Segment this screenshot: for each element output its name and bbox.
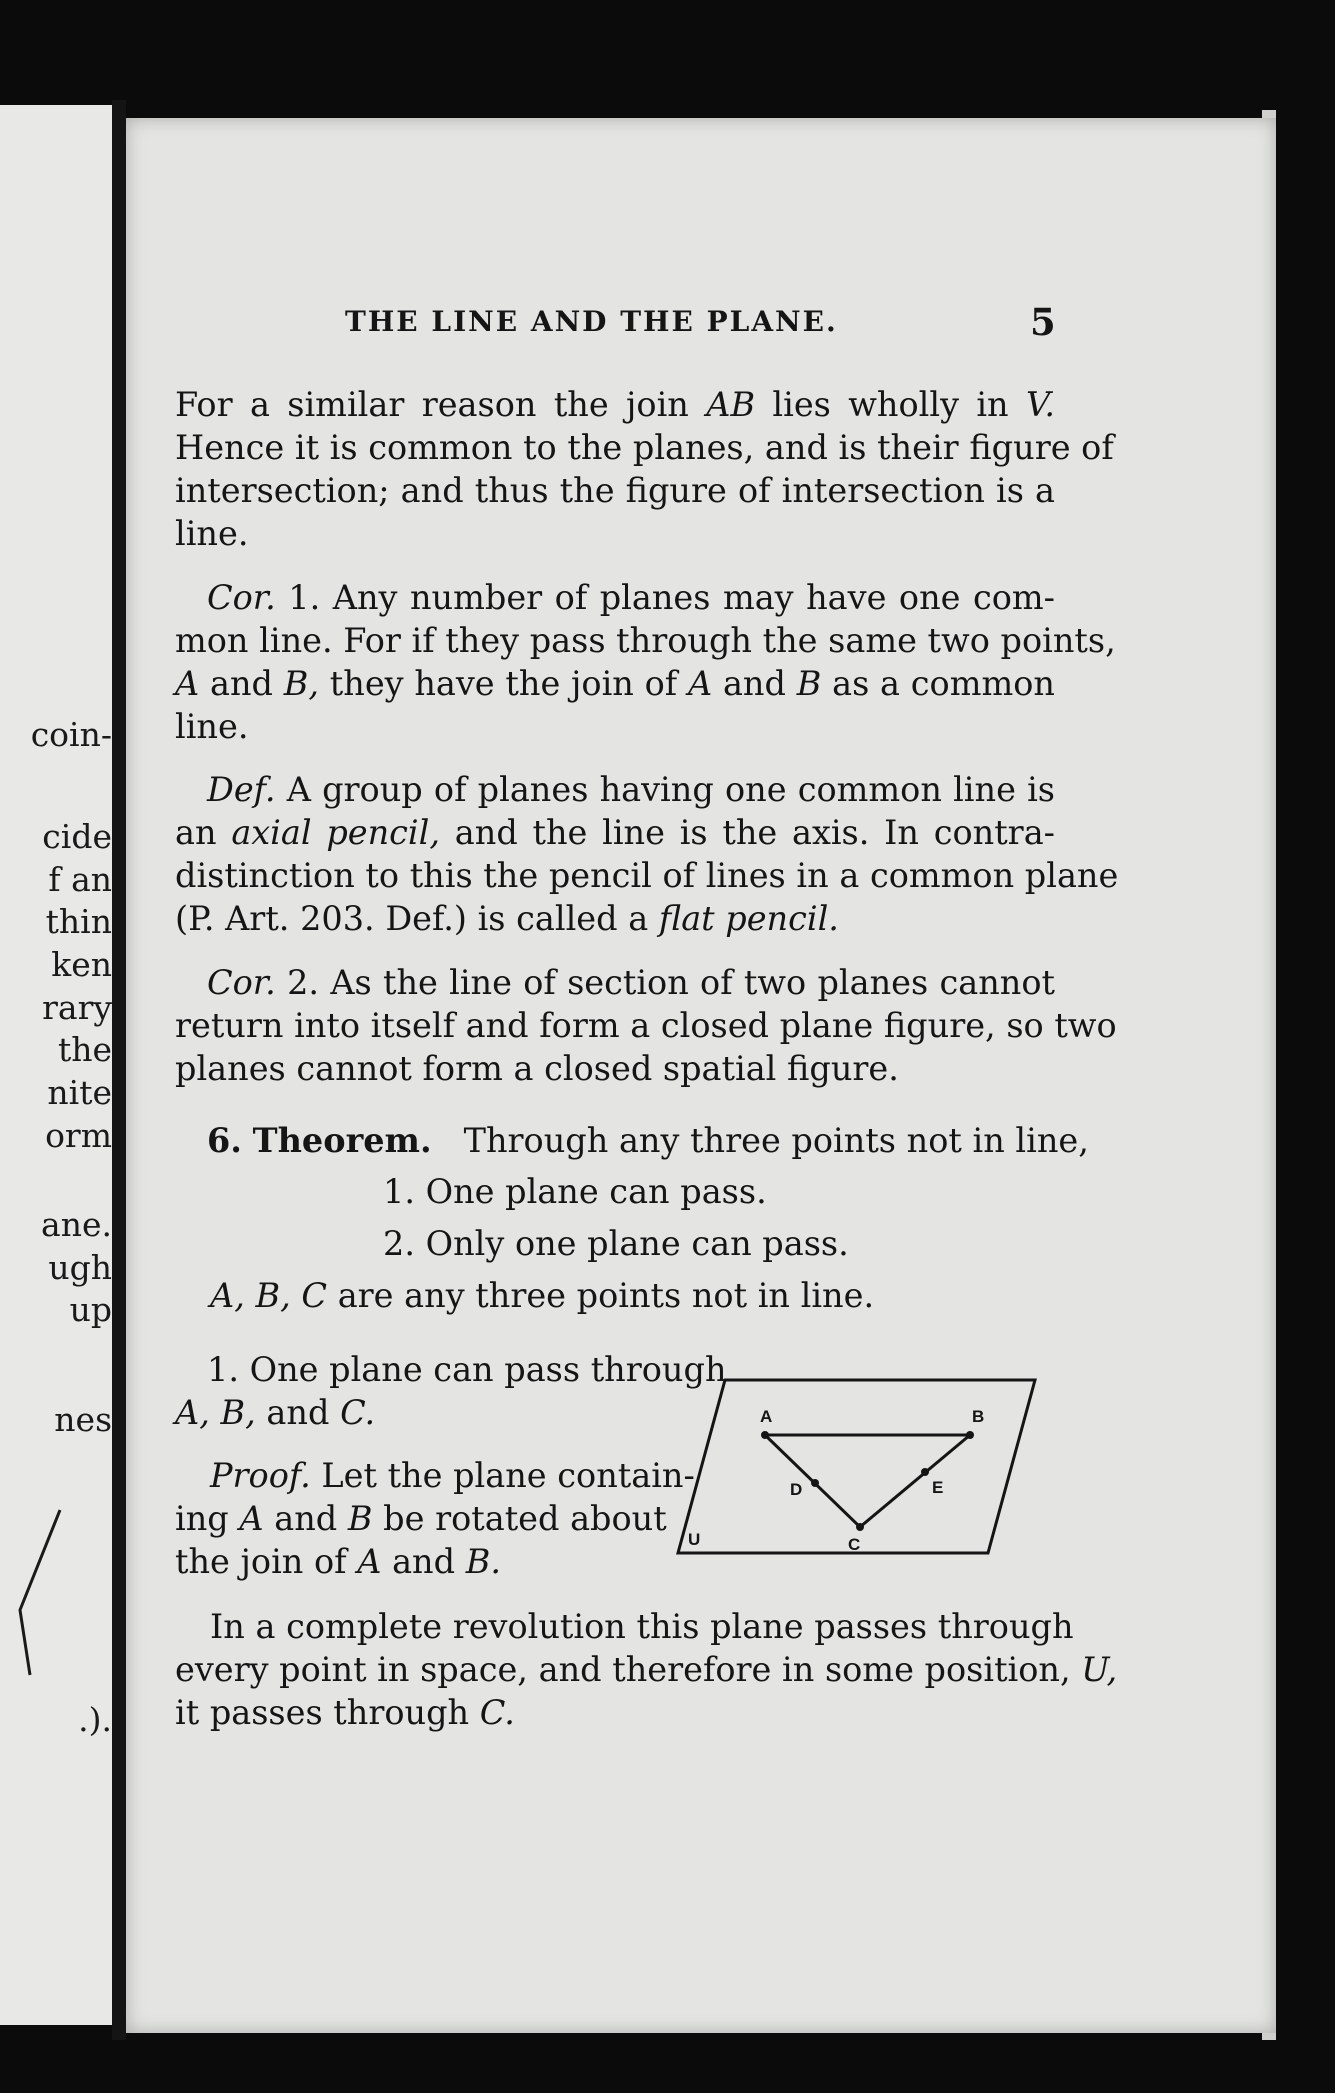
- proof-line: Proof. Let the plane contain-: [210, 1456, 695, 1495]
- facing-page-line: thin: [45, 902, 112, 941]
- text-line: For a similar reason the join AB lies wholly in V.: [175, 385, 1055, 424]
- theorem-heading: 6. Theorem. Through any three points not in line,: [207, 1121, 1089, 1160]
- corollary-2-line: Cor. 2. As the line of section of two planes cannot: [207, 963, 1055, 1002]
- point-d: [811, 1479, 819, 1487]
- hypothesis-line: A, B, C are any three points not in line.: [210, 1276, 875, 1315]
- facing-page-line: up: [69, 1290, 112, 1329]
- text-line: the join of A and B.: [175, 1542, 502, 1581]
- facing-page-line: ken: [51, 945, 112, 984]
- text-line: A, B, and C.: [175, 1393, 376, 1432]
- facing-page-line: .).: [78, 1700, 112, 1739]
- point-c: [856, 1523, 864, 1531]
- text-line: an axial pencil, and the line is the axis. In contra-: [175, 813, 1055, 852]
- label-d: D: [790, 1480, 803, 1499]
- plane-diagram: [670, 1370, 1045, 1570]
- facing-page-line: f an: [48, 860, 112, 899]
- label-u: U: [688, 1530, 701, 1549]
- text-line: planes cannot form a closed spatial figure.: [175, 1049, 899, 1088]
- facing-page-line: orm: [45, 1116, 112, 1155]
- text-line: return into itself and form a closed plane figure, so two: [175, 1006, 1117, 1045]
- text-line: line.: [175, 514, 249, 553]
- point-e: [921, 1468, 929, 1476]
- text-line: it passes through C.: [175, 1693, 515, 1732]
- facing-page-fragment: [0, 105, 118, 2025]
- text-line: every point in space, and therefore in some position, U,: [175, 1650, 1118, 1689]
- facing-page-line: cide: [42, 817, 112, 856]
- book-gutter: [112, 100, 126, 2040]
- label-e: E: [932, 1478, 944, 1497]
- facing-page-figure-fragment: [0, 1500, 112, 1700]
- label-a: A: [760, 1407, 773, 1426]
- theorem-item-2: 2. Only one plane can pass.: [383, 1224, 849, 1263]
- text-line: Hence it is common to the planes, and is their figure of: [175, 428, 1114, 467]
- facing-page-line: ane.: [41, 1205, 112, 1244]
- line-cb: [860, 1435, 970, 1527]
- facing-page-line: rary: [42, 988, 112, 1027]
- facing-page-line: the: [57, 1030, 112, 1069]
- text-line: A and B, they have the join of A and B as a common: [175, 664, 1055, 703]
- text-line: line.: [175, 707, 249, 746]
- running-head: THE LINE AND THE PLANE.: [345, 305, 838, 338]
- text-line: distinction to this the pencil of lines in a common plane: [175, 856, 1119, 895]
- text-line: ing A and B be rotated about: [175, 1499, 667, 1538]
- point-b: [966, 1431, 974, 1439]
- text-line: In a complete revolution this plane passes through: [210, 1607, 1074, 1646]
- text-line: mon line. For if they pass through the same two points,: [175, 621, 1116, 660]
- part-1-heading: 1. One plane can pass through: [207, 1350, 727, 1389]
- text-line: intersection; and thus the figure of intersection is a: [175, 471, 1055, 510]
- corollary-1-line: Cor. 1. Any number of planes may have one com-: [207, 578, 1055, 617]
- facing-page-line: nite: [47, 1073, 112, 1112]
- text-line: (P. Art. 203. Def.) is called a flat pencil.: [175, 899, 839, 938]
- page-number: 5: [1030, 300, 1056, 344]
- point-a: [761, 1431, 769, 1439]
- facing-page-line: coin-: [30, 715, 112, 754]
- facing-page-line: ugh: [48, 1248, 112, 1287]
- theorem-item-1: 1. One plane can pass.: [383, 1172, 767, 1211]
- definition-line: Def. A group of planes having one common line is: [207, 770, 1055, 809]
- facing-page-line: nes: [54, 1400, 112, 1439]
- label-c: C: [848, 1535, 861, 1554]
- label-b: B: [972, 1407, 985, 1426]
